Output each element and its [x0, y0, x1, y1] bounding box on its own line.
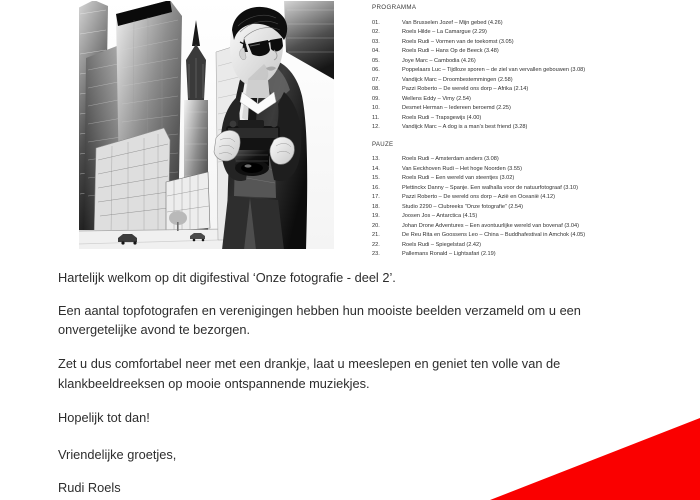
programme-item [372, 250, 692, 259]
programme-title: PROGRAMMA [372, 4, 417, 11]
programme-item-number: 18. [372, 203, 380, 210]
programme-item [372, 174, 692, 183]
programme-item [372, 184, 692, 193]
programme-item-title: Joye Marc – Cambodia (4.26) [402, 57, 476, 64]
programme-item [372, 212, 692, 221]
intermission-label: PAUZE [372, 141, 394, 149]
programme-item-number: 05. [372, 57, 380, 64]
programme-item [372, 28, 692, 37]
programme-list-part-two [372, 155, 692, 259]
programme-item [372, 76, 692, 85]
programme-item-title: Poppelaars Luc – Tijdloze sporen – de ziel van vervallen gebouwen (3.08) [402, 67, 586, 74]
programme-item-title: Roels Hilde – La Camargue (2.29) [402, 29, 487, 36]
letter-signature-name: Rudi Roels [58, 479, 121, 495]
programme-item-number: 17. [372, 194, 380, 201]
letter-sign-off: Vriendelijke groetjes, [58, 447, 177, 462]
programme-item [372, 231, 692, 240]
programme-item-number: 03. [372, 38, 380, 45]
programme-item-title: Plettinckx Danny – Spanje. Een walhalla voor de natuurfotograaf (3.10) [402, 184, 578, 191]
letter-paragraph-2: Zet u dus comfortabel neer met een drankje, laat u meeslepen en geniet ten volle van de klankbeeldreeksen op mooie ontspannende muziekjes. [58, 356, 561, 391]
programme-item-title: Pazzi Roberto – De wereld ons dorp – Afrika (2.14) [402, 86, 529, 93]
programme-list-part-one [372, 19, 692, 132]
programme-item-number: 01. [372, 20, 380, 26]
programme-item [372, 85, 692, 94]
programme-item-title: Roels Rudi – Amsterdam anders (3.08) [402, 156, 499, 163]
programme-item-number: 15. [372, 175, 380, 182]
programme-item-number: 20. [372, 222, 380, 229]
programme-item-number: 21. [372, 232, 380, 239]
programme-item [372, 222, 692, 231]
programme-item-number: 23. [372, 250, 380, 257]
programme-item-number: 02. [372, 29, 380, 36]
letter-body [58, 268, 648, 497]
programme-item-title: Roels Rudi – Vormen van de toekomst (3.05) [402, 38, 514, 45]
programme-item [372, 123, 692, 132]
programme-item-title: Studio 2290 – Clubreeks “Onze fotografie” (2.54) [402, 203, 523, 210]
programme-item-title: Desmet Herman – Iedereen beroemd (2.25) [402, 105, 511, 112]
programme-item-title: Joosen Jos – Antarctica (4.15) [402, 213, 478, 220]
programme-item [372, 66, 692, 75]
programme-item [372, 38, 692, 47]
programme-item-number: 06. [372, 67, 380, 74]
programme-item [372, 155, 692, 164]
photographer-illustration [78, 0, 335, 250]
letter-greeting: Hartelijk welkom op dit digifestival ‘Onze fotografie - deel 2’. [58, 270, 396, 285]
programme-item-title: Vandijck Marc – A dog is a man's best friend (3.28) [402, 123, 528, 130]
programme-item-title: Pallemans Ronald – Lightsafari (2.19) [402, 250, 496, 257]
programme-item-title: De Reu Rita en Goossens Leo – China – Buddhafestival in Amchok (4.05) [402, 232, 586, 239]
programme-item-title: Van Eeckhoven Rudi – Het hoge Noorden (3.55) [402, 165, 522, 172]
letter-closing-hope: Hopelijk tot dan! [58, 409, 150, 425]
programme-item [372, 104, 692, 113]
programme-item [372, 57, 692, 66]
programme-item-number: 04. [372, 48, 380, 55]
programme-item-number: 07. [372, 76, 380, 83]
programme-item-title: Johan Drone Adventures – Een avontuurlijke wereld van bovenaf (3.04) [402, 222, 579, 229]
programme-item-number: 09. [372, 95, 380, 102]
programme-item-title: Roels Rudi – Trapsgewijs (4.00) [402, 114, 482, 121]
programme-item-number: 16. [372, 184, 380, 191]
programme-item-number: 10. [372, 105, 380, 112]
programme-item-number: 14. [372, 165, 380, 172]
programme-item [372, 95, 692, 104]
programme-item-title: Vandijck Marc – Droombestemmingen (2.58) [402, 76, 513, 83]
programme-item-title: Roels Rudi – Een wereld van steentjes (3.02) [402, 175, 515, 182]
programme-item-number: 19. [372, 213, 380, 220]
programme-item-title: Van Brusselen Jozef – Mijn gebed (4.26) [402, 20, 503, 26]
programme-item-title: Wellens Eddy – Vimy (2.54) [402, 95, 471, 102]
programme-item-title: Roels Rudi – Hans Op de Beeck (3.48) [402, 48, 499, 55]
illustration-artwork [78, 0, 335, 250]
programme-item-title: Pazzi Roberto – De wereld ons dorp – Azië en Oceanië (4.12) [402, 194, 555, 201]
programme-item-number: 13. [372, 156, 380, 163]
programme-item-number: 08. [372, 86, 380, 93]
programme-item-number: 12. [372, 123, 380, 130]
programme-item-title: Roels Rudi – Spiegelstad (2.42) [402, 241, 481, 248]
programme-item [372, 193, 692, 202]
programme-item-number: 22. [372, 241, 380, 248]
programme-item [372, 241, 692, 250]
programme-item [372, 19, 692, 28]
programme-item-number: 11. [372, 114, 380, 121]
programme-panel [372, 4, 692, 259]
programme-item [372, 165, 692, 174]
letter-paragraph-1: Een aantal topfotografen en verenigingen hebben hun mooiste beelden verzameld om u een onvergetelijke avond te bezorgen. [58, 302, 581, 337]
programme-item [372, 47, 692, 56]
programme-item [372, 114, 692, 123]
programme-item [372, 203, 692, 212]
